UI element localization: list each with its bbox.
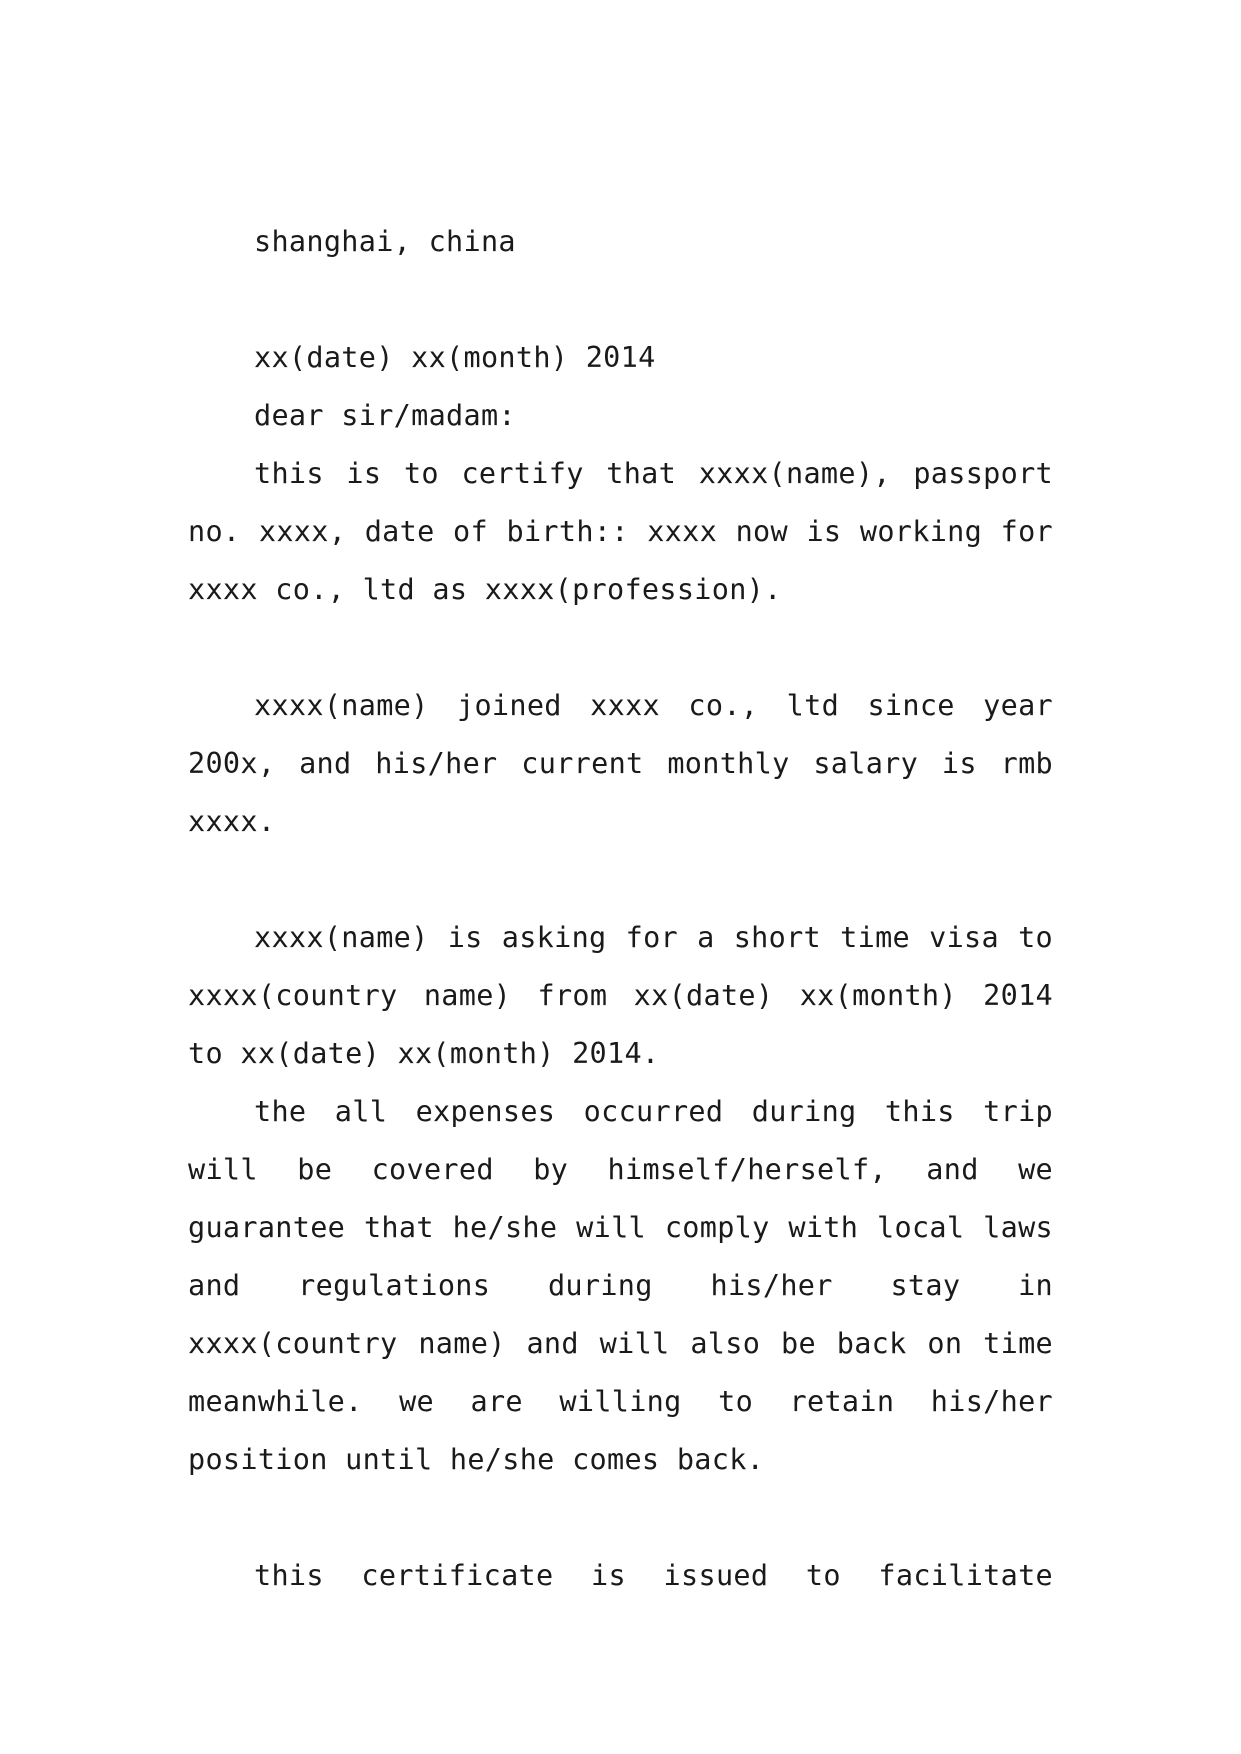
paragraph-visa: xxxx(name) is asking for a short time visa to xxxx(country name) from xx(date) xx(month) 2014 to xx(date) xx(month) 2014. bbox=[188, 921, 1053, 1070]
location-line: shanghai, china bbox=[254, 225, 516, 258]
blank-line bbox=[188, 1489, 1053, 1547]
paragraph-salary: xxxx(name) joined xxxx co., ltd since year 200x, and his/her current monthly salary is rmb xxxx. bbox=[188, 689, 1053, 838]
paragraph-expenses: the all expenses occurred during this trip will be covered by himself/herself, and we guarantee that he/she will comply with local laws and regulations during his/her stay in xxxx(country name) and will also be back on time meanwhile. we are willing to retain his/her position until he/she comes back. bbox=[188, 1095, 1053, 1476]
blank-line bbox=[188, 851, 1053, 909]
blank-line bbox=[188, 619, 1053, 677]
letter-body bbox=[188, 213, 1053, 1605]
paragraph-certify: this is to certify that xxxx(name), passport no. xxxx, date of birth:: xxxx now is working for xxxx co., ltd as xxxx(profession). bbox=[188, 457, 1053, 606]
date-line: xx(date) xx(month) 2014 bbox=[254, 341, 656, 374]
paragraph-certificate: this certificate is issued to facilitate bbox=[254, 1559, 1053, 1592]
salutation: dear sir/madam: bbox=[254, 399, 516, 432]
blank-line bbox=[188, 271, 1053, 329]
